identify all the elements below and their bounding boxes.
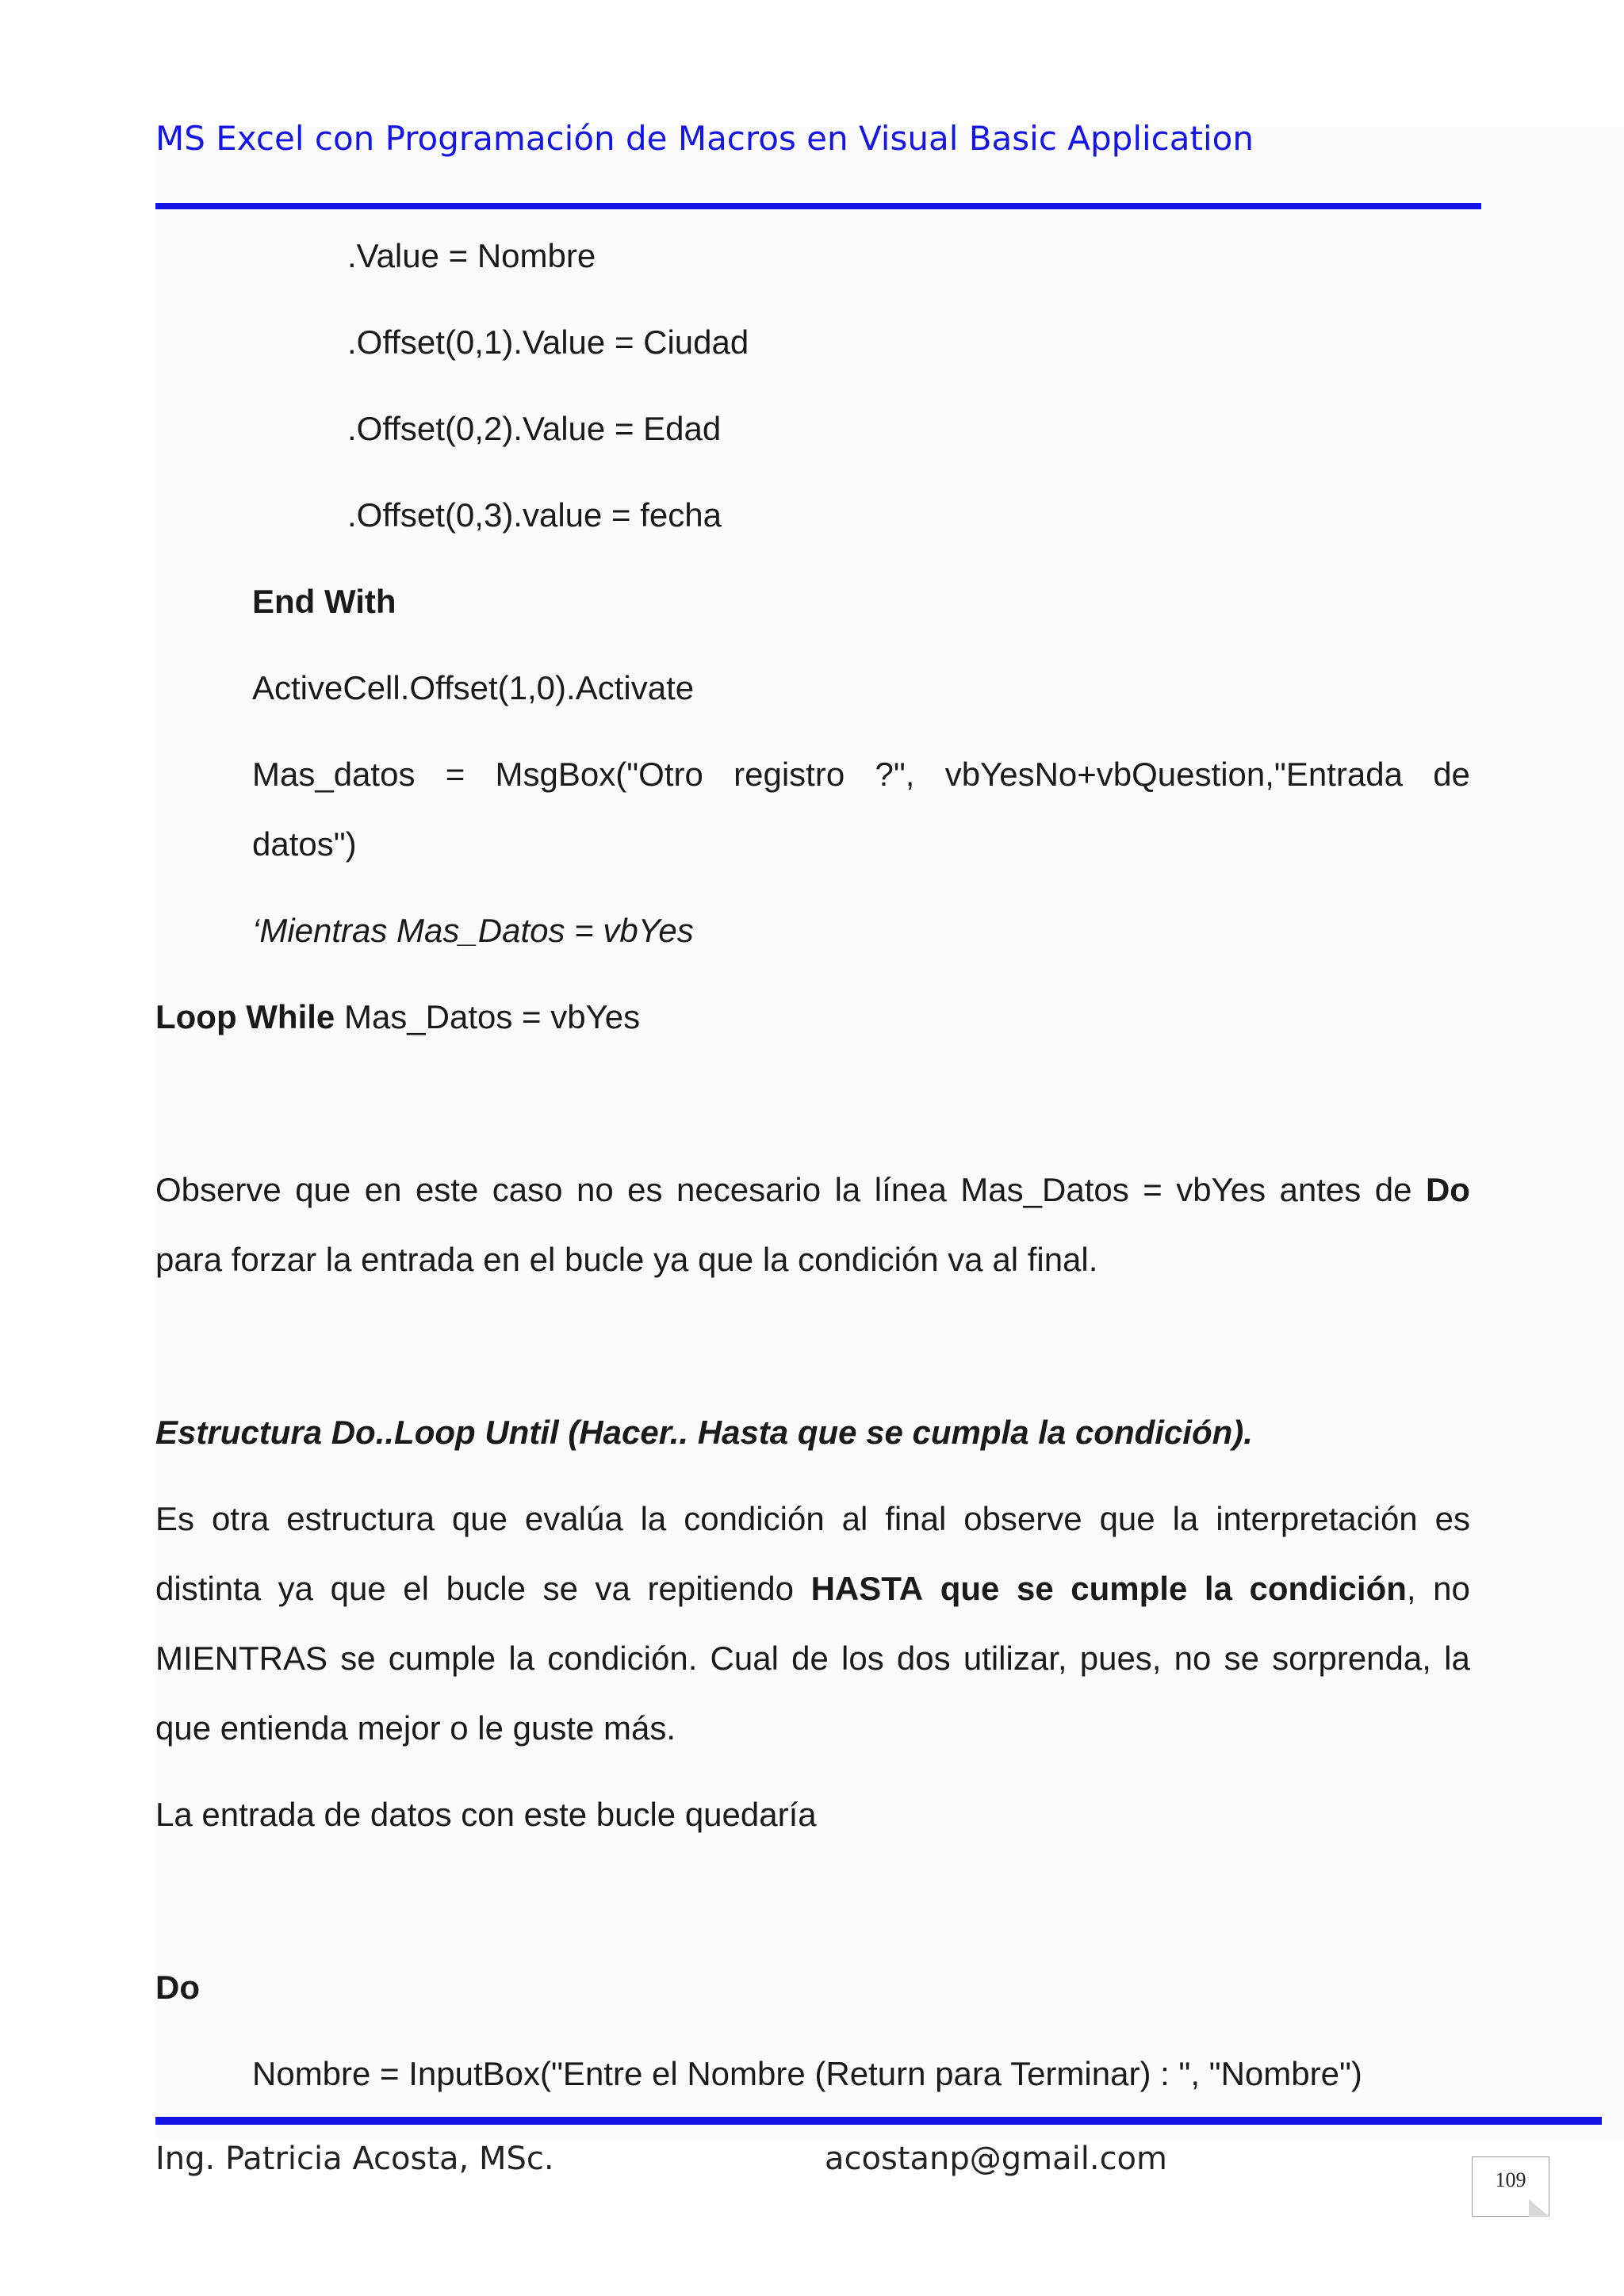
footer-email: acostanp@gmail.com — [825, 2141, 1167, 2177]
word: la — [1172, 1500, 1199, 1537]
paragraph-line: La entrada de datos con este bucle quedaría — [155, 1796, 817, 1833]
word: es — [627, 1171, 663, 1208]
word: antes — [1279, 1171, 1362, 1208]
code-line: .Offset(0,3).value = fecha — [347, 496, 722, 534]
word: MIENTRAS — [155, 1640, 328, 1677]
word: HASTA — [810, 1570, 924, 1607]
code-token: vbYesNo+vbQuestion,"Entrada — [944, 756, 1403, 793]
word: se — [340, 1640, 376, 1677]
word: en — [364, 1171, 402, 1208]
word: no — [576, 1171, 614, 1208]
code-line: .Value = Nombre — [347, 237, 596, 274]
paragraph-line: que entienda mejor o le guste más. — [155, 1709, 676, 1747]
word: de — [791, 1640, 829, 1677]
section-heading: Estructura Do..Loop Until (Hacer.. Hasta que se cumpla la condición). — [155, 1414, 1253, 1451]
word: interpretación — [1216, 1500, 1418, 1537]
word: Es — [155, 1500, 195, 1537]
word: final — [885, 1500, 947, 1537]
code-token: = — [445, 756, 465, 793]
paragraph-line — [155, 1499, 1470, 1539]
word: este — [415, 1171, 479, 1208]
word: estructura — [286, 1500, 435, 1537]
word: condición, — [1249, 1570, 1416, 1607]
word: vbYes — [1176, 1171, 1266, 1208]
word: dos — [896, 1640, 951, 1677]
code-token: Mas_datos — [252, 756, 416, 793]
word: Observe — [155, 1171, 282, 1208]
paragraph-line — [155, 1569, 1470, 1609]
code-msgbox-line — [252, 755, 1470, 794]
word: de — [1374, 1171, 1412, 1208]
word: la — [834, 1171, 861, 1208]
word: los — [841, 1640, 884, 1677]
word: cumple — [1071, 1570, 1188, 1607]
word: que — [451, 1500, 508, 1537]
paragraph-line — [155, 1639, 1470, 1678]
page-number-text: 109 — [1495, 2168, 1526, 2191]
word: que — [330, 1570, 386, 1607]
word: línea — [874, 1171, 947, 1208]
word: caso — [492, 1171, 563, 1208]
word: ya — [278, 1570, 314, 1607]
word: Cual — [710, 1640, 779, 1677]
word: otra — [211, 1500, 270, 1537]
word: no — [1174, 1640, 1212, 1677]
code-keyword-end-with: End With — [252, 583, 396, 620]
word: va — [595, 1570, 630, 1607]
word: se — [1016, 1570, 1054, 1607]
word: la — [1204, 1570, 1232, 1607]
page-number — [1472, 2156, 1549, 2217]
code-loop-while-line — [155, 997, 640, 1037]
code-token: MsgBox("Otro — [495, 756, 703, 793]
word: pues, — [1079, 1640, 1162, 1677]
code-line: datos") — [252, 825, 357, 863]
word: condición — [684, 1500, 825, 1537]
word: que — [295, 1171, 351, 1208]
footer-author: Ing. Patricia Acosta, MSc. — [155, 2141, 554, 2177]
word: sorprenda, — [1272, 1640, 1431, 1677]
word: condición. — [547, 1640, 698, 1677]
header-rule — [155, 203, 1481, 209]
word: utilizar, — [963, 1640, 1067, 1677]
code-token: registro — [733, 756, 845, 793]
code-keyword-do: Do — [155, 1969, 200, 2006]
word: la — [1444, 1640, 1470, 1677]
word: el — [403, 1570, 429, 1607]
word: es — [1434, 1500, 1470, 1537]
word: necesario — [676, 1171, 822, 1208]
word: que — [940, 1570, 1000, 1607]
footer-rule — [155, 2117, 1602, 2125]
word: se — [542, 1570, 578, 1607]
word: observe — [963, 1500, 1082, 1537]
paragraph-line — [155, 1170, 1470, 1210]
code-token: de — [1433, 756, 1470, 793]
word: = — [1143, 1171, 1162, 1208]
code-line: .Offset(0,2).Value = Edad — [347, 410, 722, 447]
word: no — [1433, 1570, 1470, 1607]
code-token: ?", — [875, 756, 915, 793]
code-line: ActiveCell.Offset(1,0).Activate — [252, 669, 695, 706]
code-keyword-loop-while: Loop While — [155, 998, 335, 1035]
word: cumple — [388, 1640, 496, 1677]
word: Do — [1425, 1171, 1470, 1208]
code-line: Nombre = InputBox("Entre el Nombre (Return para Terminar) : ", "Nombre") — [252, 2055, 1362, 2092]
code-condition: Mas_Datos = vbYes — [335, 998, 641, 1035]
word: Mas_Datos — [960, 1171, 1129, 1208]
word: la — [640, 1500, 667, 1537]
paragraph-line: para forzar la entrada en el bucle ya que la condición va al final. — [155, 1241, 1098, 1278]
word: al — [841, 1500, 868, 1537]
page-curl-icon — [1529, 2199, 1549, 2217]
word: evalúa — [524, 1500, 623, 1537]
header-title: MS Excel con Programación de Macros en Visual Basic Application — [155, 119, 1254, 158]
code-line: .Offset(0,1).Value = Ciudad — [347, 323, 749, 361]
word: bucle — [446, 1570, 526, 1607]
word: se — [1224, 1640, 1259, 1677]
word: repitiendo — [647, 1570, 794, 1607]
word: la — [508, 1640, 535, 1677]
word: que — [1099, 1500, 1155, 1537]
word: distinta — [155, 1570, 262, 1607]
code-comment: ‘Mientras Mas_Datos = vbYes — [252, 912, 694, 949]
